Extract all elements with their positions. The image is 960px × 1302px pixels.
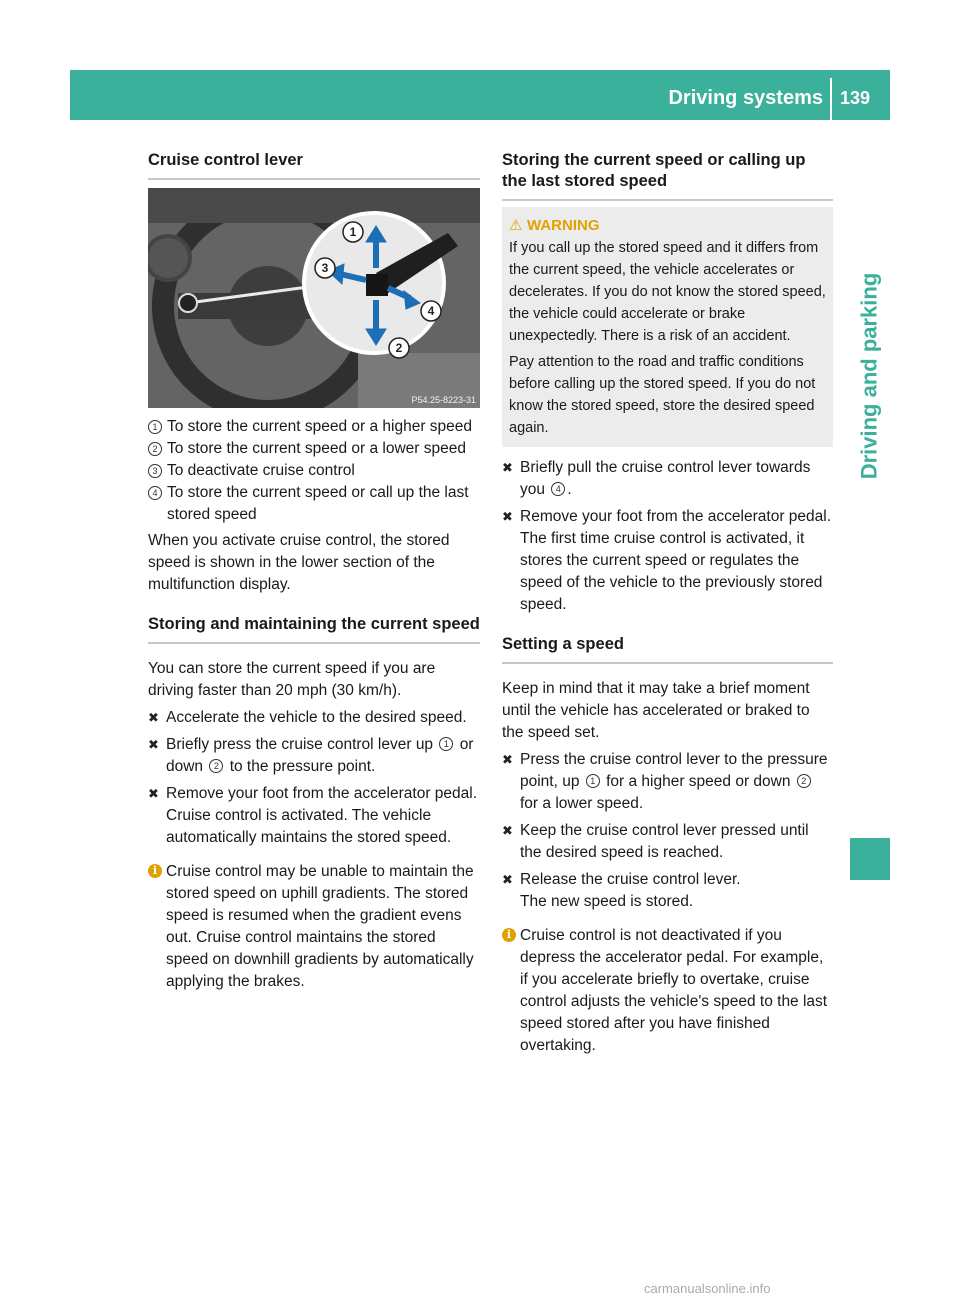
step-arrow-icon: ✖: [502, 872, 513, 887]
step-text: Remove your foot from the accelerator pedal.: [166, 785, 478, 802]
step-text: Remove your foot from the accelerator pedal.: [520, 508, 832, 525]
step-item: [148, 707, 480, 729]
callout-number-icon: 2: [209, 759, 223, 773]
step-text: Press the cruise control lever to the pressure point, up: [520, 751, 828, 790]
heading-rule: [148, 642, 480, 644]
step-arrow-icon: ✖: [148, 737, 159, 752]
step-text: for a lower speed.: [520, 795, 644, 812]
legend-item: [148, 482, 480, 526]
step-text: to the pressure point.: [229, 758, 376, 775]
paragraph-brief-moment: Keep in mind that it may take a brief moment until the vehicle has accelerated or braked to the speed set.: [502, 680, 810, 741]
legend-text: To store the current speed or a higher speed: [167, 418, 473, 435]
section-heading-cruise-lever: Cruise control lever: [148, 151, 303, 169]
legend-text: To store the current speed or a lower speed: [167, 440, 466, 457]
callout-number-icon: 1: [586, 774, 600, 788]
heading-rule: [148, 178, 480, 180]
callout-number-icon: 2: [148, 442, 162, 456]
step-arrow-icon: ✖: [502, 509, 513, 524]
step-item: [502, 749, 833, 815]
heading-rule: [502, 199, 833, 201]
callout-number-icon: 1: [439, 737, 453, 751]
step-item: [148, 734, 480, 778]
step-arrow-icon: ✖: [502, 823, 513, 838]
info-icon: i: [148, 864, 162, 878]
legend-text: To store the current speed or call up the last stored speed: [167, 484, 469, 523]
step-text: Keep the cruise control lever pressed until the desired speed is reached.: [520, 822, 809, 861]
legend-text: To deactivate cruise control: [167, 462, 355, 479]
side-chapter-label: [849, 226, 889, 526]
callout-4: 4: [427, 304, 435, 318]
step-text: .: [567, 481, 572, 498]
step-item: [502, 457, 833, 501]
side-chapter-tab: [850, 838, 890, 880]
callout-number-icon: 3: [148, 464, 162, 478]
info-text: Cruise control is not deactivated if you depress the accelerator pedal. For example, if you accelerate briefly to overtake, cruise control adjusts the vehicle's speed to the last speed stored after you have finished overtaking.: [520, 927, 828, 1054]
warning-triangle-icon: ⚠: [509, 217, 523, 234]
info-text: Cruise control may be unable to maintain the stored speed on uphill gradients. The stored speed is resumed when the gradient evens out. Cruise control maintains the stored speed on downhill gradients by automatically applying the brakes.: [166, 863, 474, 990]
callout-2: 2: [395, 341, 403, 355]
legend-item: [148, 438, 480, 460]
step-arrow-icon: ✖: [502, 460, 513, 475]
paragraph-display-info: When you activate cruise control, the stored speed is shown in the lower section of the multifunction display.: [148, 532, 450, 593]
cruise-lever-photo: [148, 188, 480, 408]
header-divider: [830, 78, 832, 120]
callout-number-icon: 2: [797, 774, 811, 788]
legend-item: [148, 460, 480, 482]
paragraph-speed-min: You can store the current speed if you are driving faster than 20 mph (30 km/h).: [148, 660, 436, 699]
right-column: [502, 150, 833, 1057]
info-note: [502, 925, 833, 1057]
callout-3: 3: [321, 261, 329, 275]
section-heading-storing: Storing and maintaining the current speed: [148, 615, 480, 633]
warning-header: [509, 215, 827, 237]
step-text: Briefly press the cruise control lever up: [166, 736, 434, 753]
step-result-text: Cruise control is activated. The vehicle automatically maintains the stored speed.: [166, 807, 452, 846]
callout-number-icon: 4: [551, 482, 565, 496]
heading-rule: [502, 662, 833, 664]
page-section-title: Driving systems: [668, 87, 823, 109]
step-text: for a higher speed or down: [606, 773, 791, 790]
step-text: Briefly pull the cruise control lever towards you: [520, 459, 811, 498]
step-text: or down: [166, 736, 474, 775]
left-column: [148, 150, 480, 993]
info-note: [148, 861, 480, 993]
step-result-text: The first time cruise control is activated, it stores the current speed or regulates the speed of the vehicle to the previously stored speed.: [520, 530, 823, 613]
warning-box: [502, 207, 833, 447]
step-arrow-icon: ✖: [502, 752, 513, 767]
step-item: [502, 869, 833, 913]
legend-item: [148, 416, 480, 438]
section-heading-calling-up: Storing the current speed or calling up the last stored speed: [502, 151, 806, 190]
page-number: 139: [840, 88, 871, 108]
step-result-text: The new speed is stored.: [520, 893, 694, 910]
callout-number-icon: 4: [148, 486, 162, 500]
step-item: [502, 506, 833, 616]
step-item: [148, 783, 480, 849]
callout-1: 1: [349, 225, 357, 239]
callout-number-icon: 1: [148, 420, 162, 434]
warning-label: WARNING: [527, 217, 600, 234]
step-arrow-icon: ✖: [148, 786, 159, 801]
step-arrow-icon: ✖: [148, 710, 159, 725]
callout-legend: [148, 416, 480, 526]
warning-text: Pay attention to the road and traffic conditions before calling up the stored speed. If you do not know the stored speed, store the desired speed again.: [509, 354, 816, 436]
info-icon: i: [502, 928, 516, 942]
section-heading-setting-speed: Setting a speed: [502, 635, 624, 653]
step-text: Accelerate the vehicle to the desired speed.: [166, 709, 467, 726]
watermark-text: carmanualsonline.info: [644, 1281, 771, 1296]
step-item: [502, 820, 833, 864]
warning-text: If you call up the stored speed and it differs from the current speed, the vehicle accelerates or decelerates. If you do not know the stored speed, the vehicle could accelerate or brake unexpectedly. There is a risk of an accident.: [509, 240, 826, 344]
side-chapter-text: Driving and parking: [856, 272, 881, 480]
image-code: P54.25-8223-31: [411, 395, 476, 405]
step-text: Release the cruise control lever.: [520, 871, 741, 888]
